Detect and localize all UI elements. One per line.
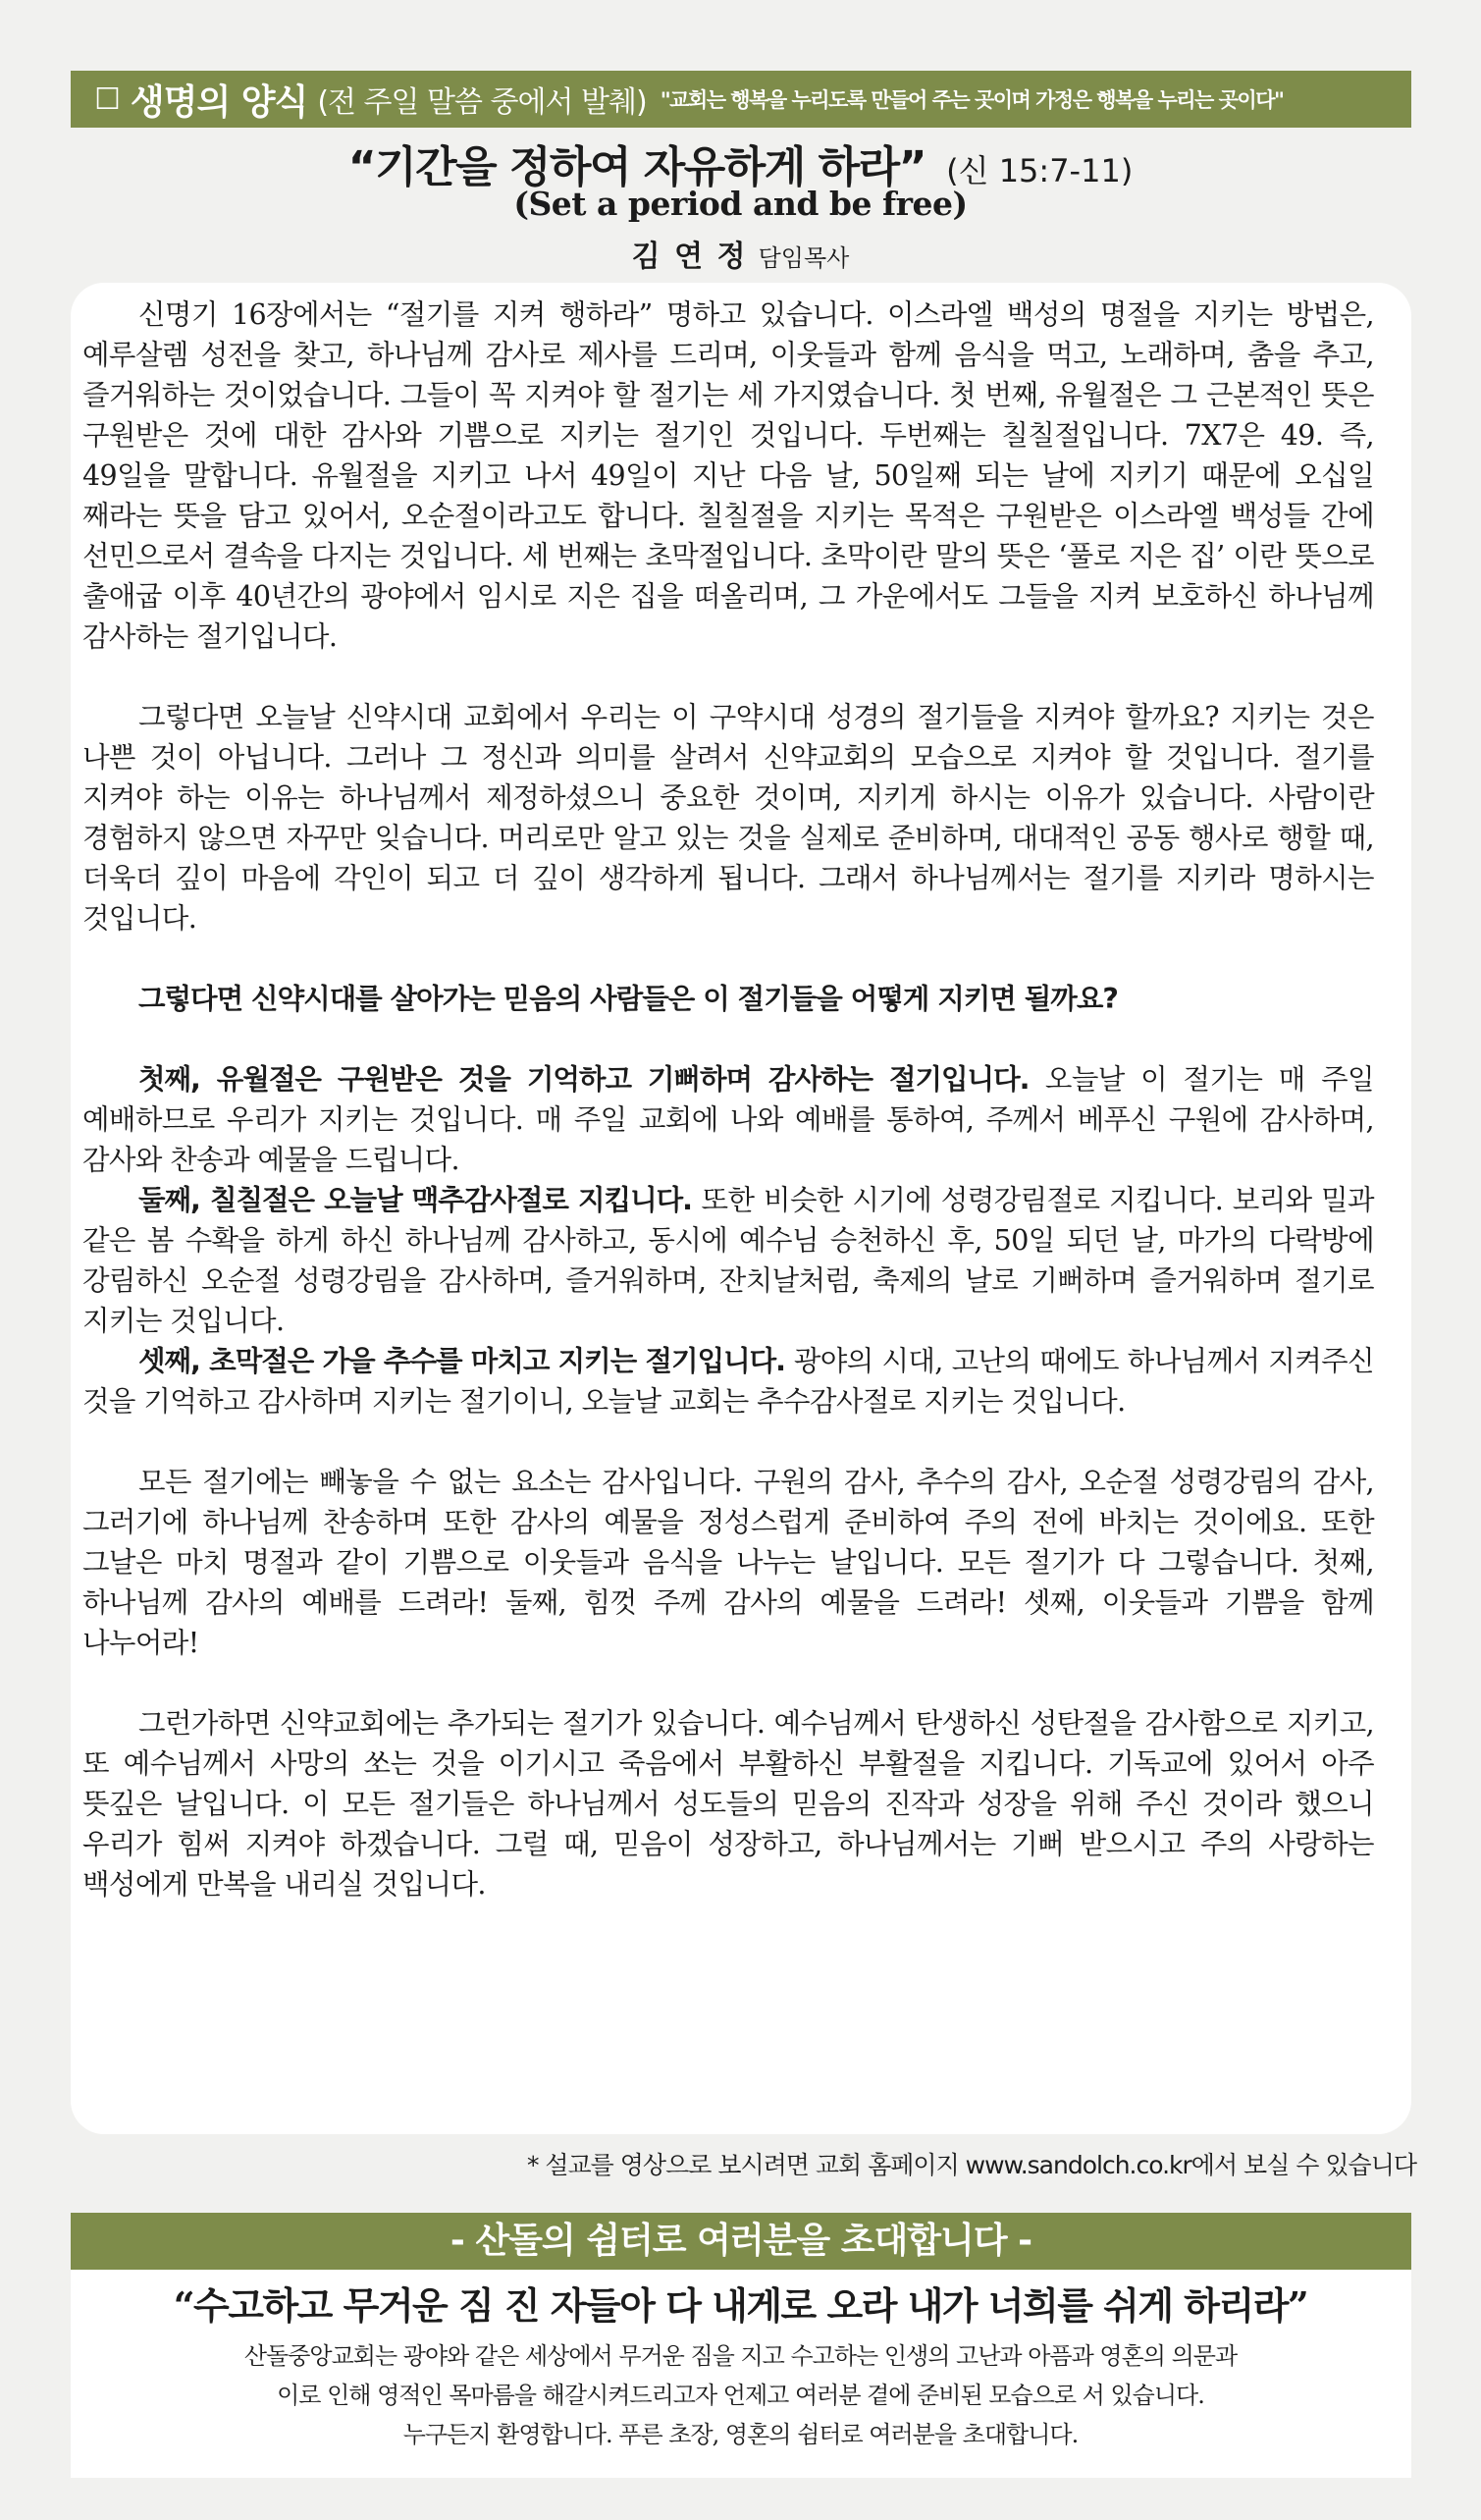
paragraph-gap [82, 1663, 1374, 1703]
point-second [82, 1180, 1374, 1341]
invite-line-2: 이로 인해 영적인 목마름을 해갈시켜드리고자 언제고 여러분 곁에 준비된 모습으로 서 있습니다. [277, 2382, 1204, 2409]
pastor-line [0, 232, 1481, 275]
pastor-name: 김 연 정 [631, 240, 748, 274]
checkbox-icon: ☐ [94, 81, 121, 117]
sermon-body [82, 295, 1374, 1904]
point-third [82, 1341, 1374, 1421]
invite-banner: - 산돌의 쉼터로 여러분을 초대합니다 - [71, 2213, 1411, 2270]
invite-line-1: 산돌중앙교회는 광야와 같은 세상에서 무거운 짐을 지고 수고하는 인생의 고난과 아픔과 영혼의 의문과 [243, 2342, 1238, 2370]
paragraph-gap [82, 1421, 1374, 1462]
paragraph-gap [82, 938, 1374, 979]
header-band [71, 71, 1411, 128]
point-first [82, 1059, 1374, 1180]
paragraph-4: 그런가하면 신약교회에는 추가되는 절기가 있습니다. 예수님께서 탄생하신 성탄절을 감사함으로 지키고, 또 예수님께서 사망의 쏘는 것을 이기시고 죽음에서 부활하신 부활절을 지킵니다. 기독교에 있어서 아주 뜻깊은 날입니다. 이 모든 절기들은 하나님께서 성도들의 믿음의 진작과 성장을 위해 주신 것이라 했으니 우리가 힘써 지켜야 하겠습니다. 그럴 때, 믿음이 성장하고, 하나님께서는 기뻐 받으시고 주의 사랑하는 백성에게 만복을 내리실 것입니다. [82, 1707, 1374, 1901]
point-second-bold: 둘째, 칠칠절은 오늘날 맥추감사절로 지킵니다. [138, 1184, 692, 1216]
pastor-role: 담임목사 [758, 244, 850, 272]
section-title: 생명의 양식 [130, 81, 308, 123]
point-third-bold: 셋째, 초막절은 가을 추수를 마치고 지키는 절기입니다. [138, 1345, 786, 1377]
invite-line-3: 누구든지 환영합니다. 푸른 초장, 영혼의 쉼터로 여러분을 초대합니다. [402, 2421, 1079, 2448]
sermon-title: “기간을 정하여 자유하게 하라” [347, 142, 926, 192]
section-subtitle: (전 주일 말씀 중에서 발췌) [317, 85, 647, 120]
invite-quote: “수고하고 무거운 짐 진 자들아 다 내게로 오라 내가 너희를 쉬게 하리라” [173, 2283, 1308, 2328]
point-second-text: 또한 비슷한 시기에 성령강림절로 지킵니다. 보리와 밀과 같은 봄 수확을 하게 하신 하나님께 감사하고, 동시에 예수님 승천하신 후, 50일 되던 날, 마가의 다락방에 강림하신 오순절 성령강림을 감사하며, 즐거워하며, 잔치날처럼, 축제의 날로 기뻐하며 즐거워하며 절기로 지키는 것입니다. [82, 1184, 1374, 1337]
point-first-bold: 첫째, 유월절은 구원받은 것을 기억하고 기뻐하며 감사하는 절기입니다. [138, 1063, 1030, 1096]
question-heading: 그렇다면 신약시대를 살아가는 믿음의 사람들은 이 절기들을 어떻게 지키면 될까요? [138, 983, 1118, 1015]
paragraph-2: 그렇다면 오늘날 신약시대 교회에서 우리는 이 구약시대 성경의 절기들을 지켜야 할까요? 지키는 것은 나쁜 것이 아닙니다. 그러나 그 정신과 의미를 살려서 신약교회의 모습으로 지켜야 할 것입니다. 절기를 지켜야 하는 이유는 하나님께서 제정하셨으니 중요한 것이며, 지키게 하시는 이유가 있습니다. 사람이란 경험하지 않으면 자꾸만 잊습니다. 머리로만 알고 있는 것을 실제로 준비하며, 대대적인 공동 행사로 행할 때, 더욱더 깊이 마음에 각인이 되고 더 깊이 생각하게 됩니다. 그래서 하나님께서는 절기를 지키라 명하시는 것입니다. [82, 701, 1374, 935]
invite-text [0, 2336, 1481, 2454]
paragraph-gap [82, 657, 1374, 697]
paragraph-1: 신명기 16장에서는 “절기를 지켜 행하라” 명하고 있습니다. 이스라엘 백성의 명절을 지키는 방법은, 예루살렘 성전을 찾고, 하나님께 감사로 제사를 드리며, 이웃들과 함께 음식을 먹고, 노래하며, 춤을 추고, 즐거워하는 것이었습니다. 그들이 꼭 지켜야 할 절기는 세 가지였습니다. 첫 번째, 유월절은 그 근본적인 뜻은 구원받은 것에 대한 감사와 기쁨으로 지키는 절기인 것입니다. 두번째는 칠칠절입니다. 7X7은 49. 즉, 49일을 말합니다. 유월절을 지키고 나서 49일이 지난 다음 날, 50일째 되는 날에 지키기 때문에 오십일 째라는 뜻을 담고 있어서, 오순절이라고도 합니다. 칠칠절을 지키는 목적은 구원받은 이스라엘 백성들 간에 선민으로서 결속을 다지는 것입니다. 세 번째는 초막절입니다. 초막이란 말의 뜻은 ‘풀로 지은 집’ 이란 뜻으로 출애굽 이후 40년간의 광야에서 임시로 지은 집을 떠올리며, 그 가운에서도 그들을 지켜 보호하신 하나님께 감사하는 절기입니다. [82, 298, 1374, 653]
english-title: (Set a period and be free) [513, 185, 968, 223]
paragraph-3: 모든 절기에는 빼놓을 수 없는 요소는 감사입니다. 구원의 감사, 추수의 감사, 오순절 성령강림의 감사, 그러기에 하나님께 찬송하며 또한 감사의 예물을 정성스럽게 준비하여 주의 전에 바치는 것이에요. 또한 그날은 마치 명절과 같이 기쁨으로 이웃들과 음식을 나누는 날입니다. 모든 절기가 다 그렇습니다. 첫째, 하나님께 감사의 예배를 드려라! 둘째, 힘껏 주께 감사의 예물을 드려라! 셋째, 이웃들과 기쁨을 함께 나누어라! [82, 1466, 1374, 1659]
video-note: * 설교를 영상으로 보시려면 교회 홈페이지 www.sandolch.co.kr에서 보실 수 있습니다 [526, 2151, 1416, 2179]
point-third-text: 광야의 시대, 고난의 때에도 하나님께서 지켜주신 것을 기억하고 감사하며 지키는 절기이니, 오늘날 교회는 추수감사절로 지키는 것입니다. [82, 1345, 1374, 1418]
scripture-reference: (신 15:7-11) [946, 152, 1134, 189]
point-first-text: 오늘날 이 절기는 매 주일 예배하므로 우리가 지키는 것입니다. 매 주일 교회에 나와 예배를 통하여, 주께서 베푸신 구원에 감사하며, 감사와 찬송과 예물을 드립니다. [82, 1063, 1374, 1176]
church-motto: "교회는 행복을 누리도록 만들어 주는 곳이며 가정은 행복을 누리는 곳이다" [660, 88, 1284, 112]
paragraph-gap [82, 1019, 1374, 1059]
